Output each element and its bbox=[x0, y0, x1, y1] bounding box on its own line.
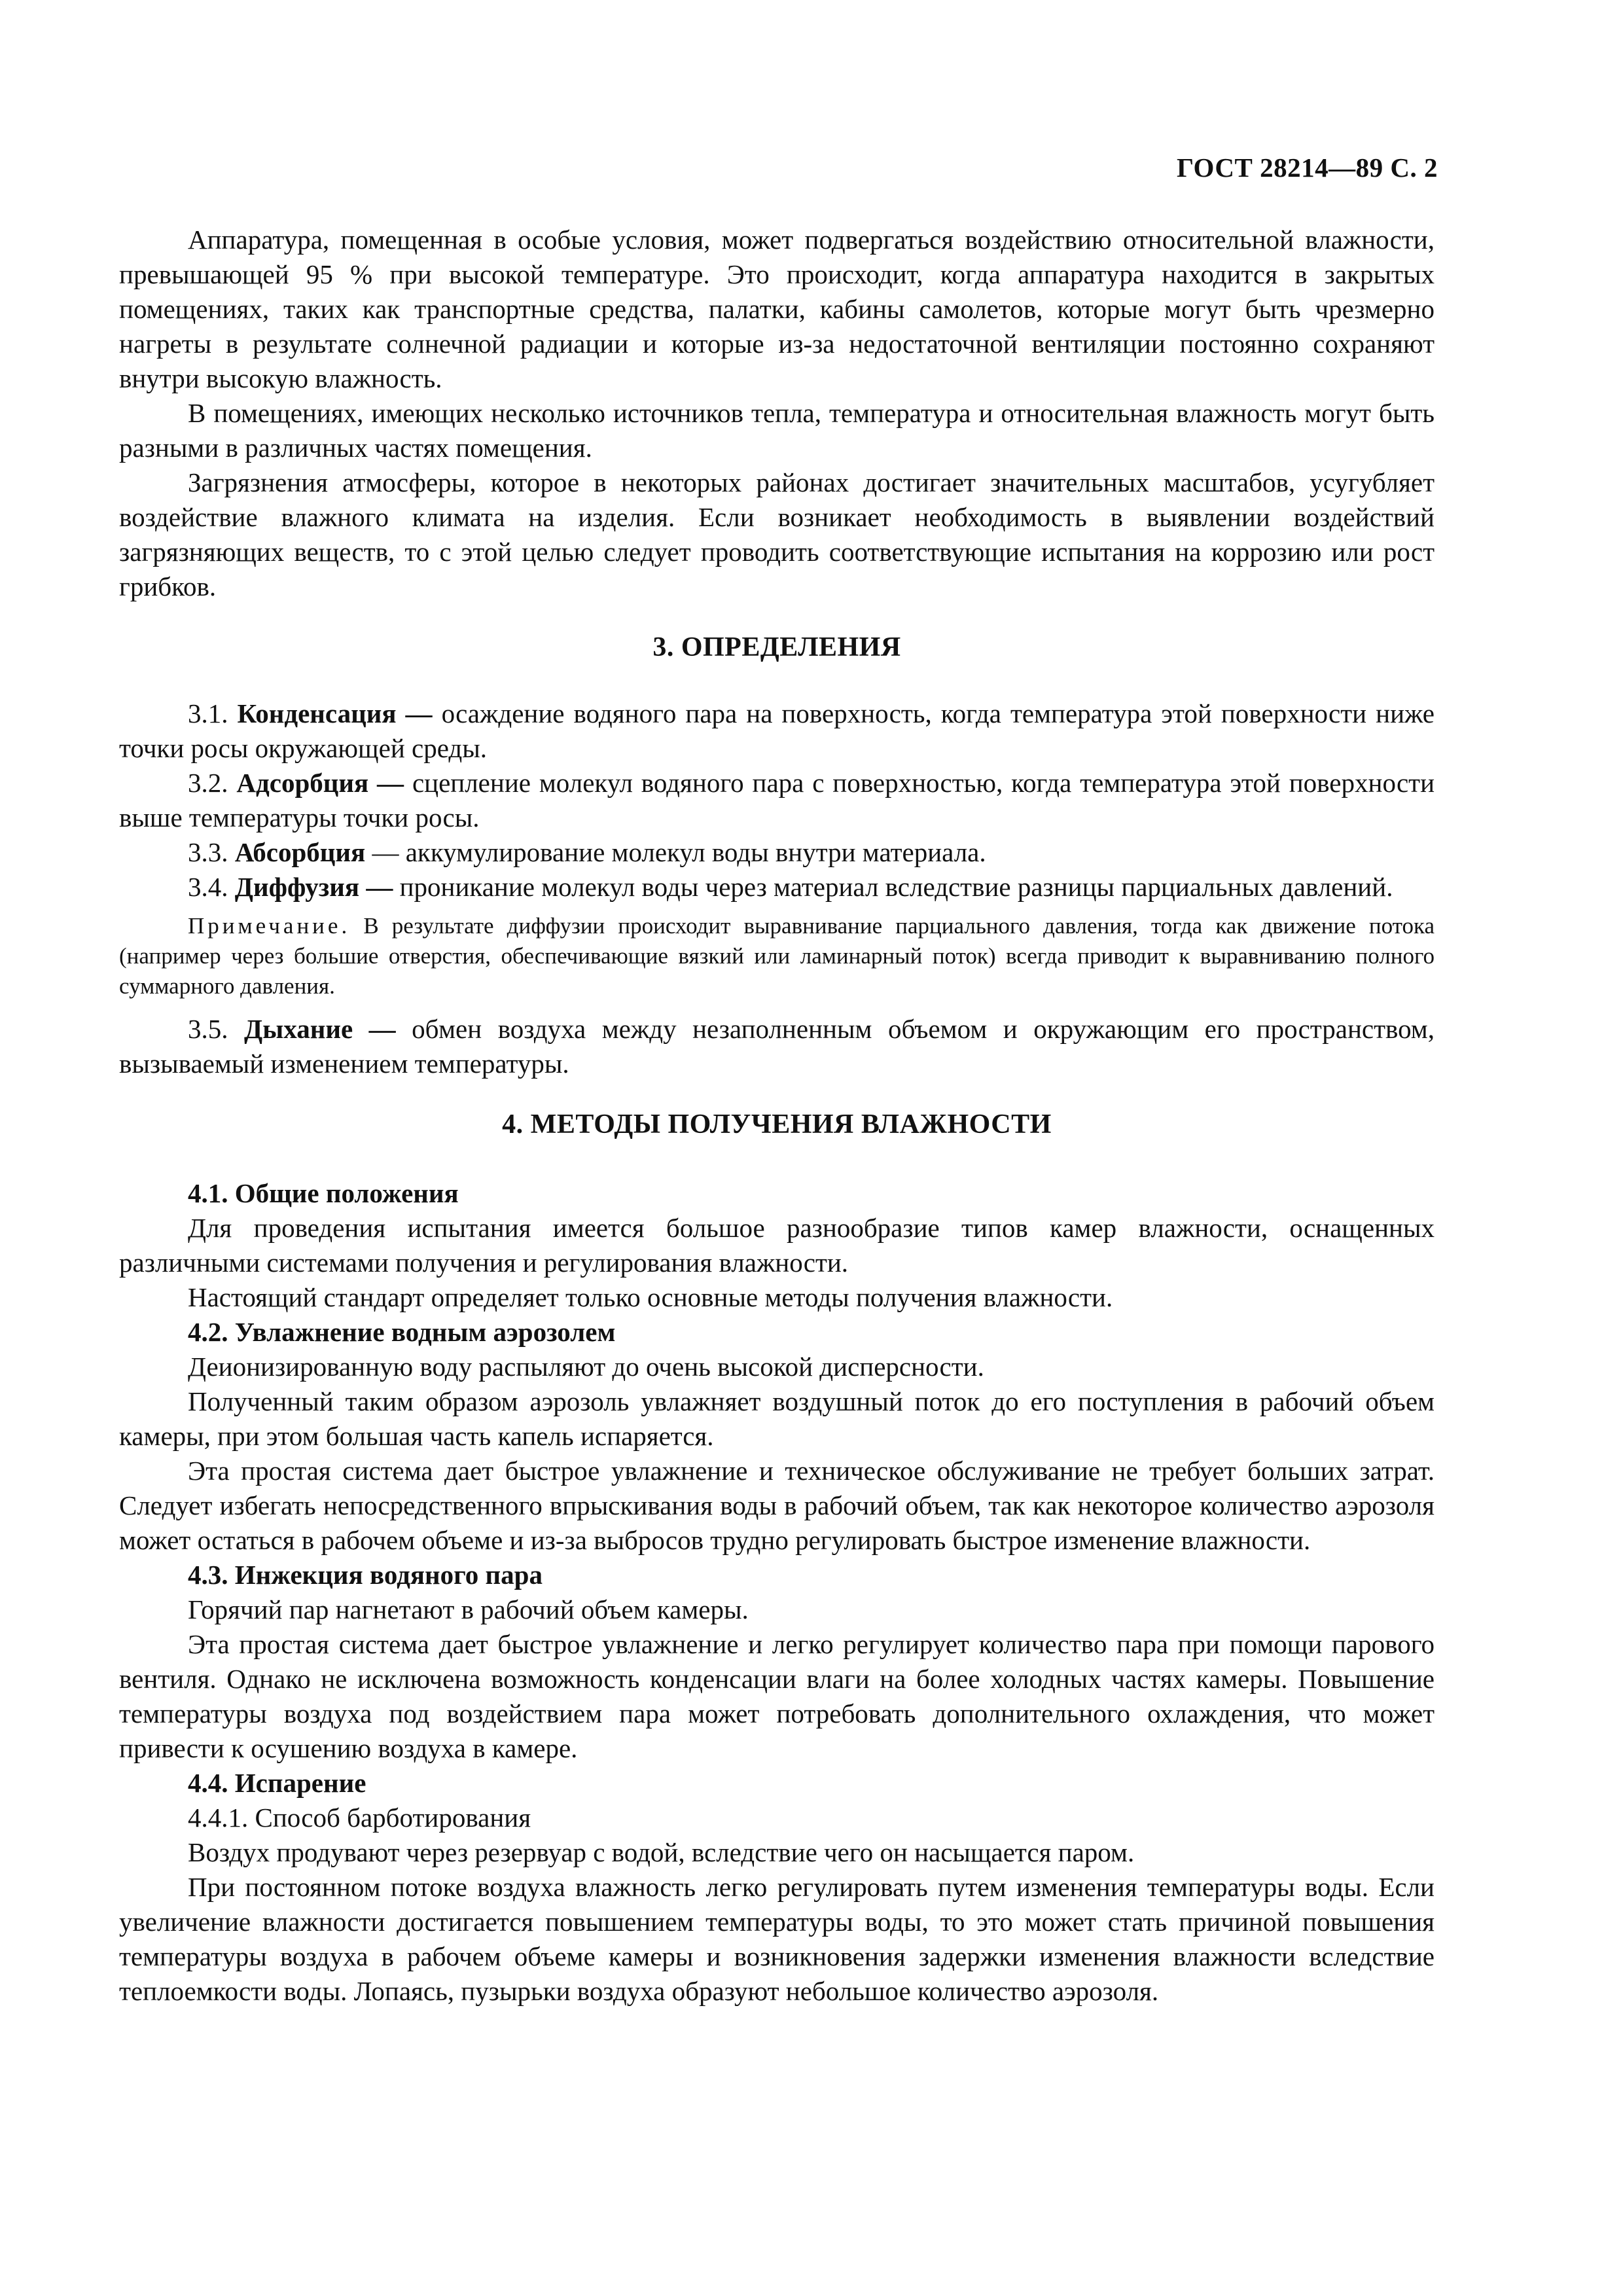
definition-number: 3.1. bbox=[188, 698, 228, 728]
intro-paragraph-3: Загрязнения атмосферы, которое в некоторых районах достигает значительных масштабов, усугубляет воздействие влажного климата на изделия. Если возникает необходимость в выявлении воздействий загрязняющих веществ, то с этой целью следует проводить соответствующие испытания на коррозию или рост грибков. bbox=[119, 467, 1435, 601]
definition-number: 3.3. bbox=[188, 837, 228, 867]
definition-term: Конденсация — bbox=[237, 698, 433, 728]
paragraph-4-3-1: Горячий пар нагнетают в рабочий объем камеры. bbox=[188, 1594, 749, 1624]
definition-text: обмен воздуха между незаполненным объемом и окружающим его пространством, вызываемый изменением температуры. bbox=[119, 1014, 1435, 1079]
intro-paragraph-1: Аппаратура, помещенная в особые условия, может подвергаться воздействию относительной влажности, превышающей 95 % при высокой температуре. Это происходит, когда аппаратура находится в закрытых помещениях, таких как транспортные средства, палатки, кабины самолетов, которые могут быть чрезмерно нагреты в результате солнечной радиации и которые из-за недостаточной вентиляции постоянно сохраняют внутри высокую влажность. bbox=[119, 224, 1435, 393]
note-text: В результате диффузии происходит выравнивание парциального давления, тогда как движение потока (например через большие отверстия, обеспечивающие вязкий или ламинарный поток) всегда приводит к выравниванию полного суммарного давления. bbox=[119, 913, 1435, 999]
definition-number: 3.4. bbox=[188, 872, 228, 902]
definition-text: сцепление молекул водяного пара с поверхностью, когда температура этой поверхности выше температуры точки росы. bbox=[119, 768, 1435, 833]
definition-term: Абсорбция bbox=[234, 837, 366, 867]
document-body bbox=[119, 223, 1435, 2009]
definition-3-4 bbox=[119, 870, 1435, 905]
note-label: Примечание. bbox=[188, 913, 351, 939]
page-header-code: ГОСТ 28214—89 С. 2 bbox=[1176, 152, 1438, 183]
subsection-4-4-1-heading: 4.4.1. Способ барботирования bbox=[188, 1803, 531, 1833]
subsection-4-2-heading: 4.2. Увлажнение водным аэрозолем bbox=[188, 1317, 616, 1347]
paragraph-4-1-2: Настоящий стандарт определяет только основные методы получения влажности. bbox=[188, 1282, 1113, 1312]
definition-3-3 bbox=[119, 835, 1435, 870]
definition-term: Диффузия — bbox=[234, 872, 393, 902]
section-3-title: 3. ОПРЕДЕЛЕНИЯ bbox=[652, 632, 901, 662]
paragraph-4-4-1: Воздух продувают через резервуар с водой, вследствие чего он насыщается паром. bbox=[188, 1837, 1135, 1867]
definition-3-2 bbox=[119, 766, 1435, 835]
paragraph-4-2-3: Эта простая система дает быстрое увлажнение и техническое обслуживание не требует больших затрат. Следует избегать непосредственного впрыскивания воды в рабочий объем, так как некоторое количество аэрозоля может остаться в рабочем объеме и из-за выбросов трудно регулировать быстрое изменение влажности. bbox=[119, 1456, 1435, 1555]
subsection-4-3-heading: 4.3. Инжекция водяного пара bbox=[188, 1560, 543, 1590]
definition-3-5 bbox=[119, 1012, 1435, 1081]
paragraph-4-4-2: При постоянном потоке воздуха влажность легко регулировать путем изменения температуры воды. Если увеличение влажности достигается повышением температуры воды, то это может стать причиной повышения температуры воздуха в рабочем объеме камеры и возникновения задержки изменения влажности вследствие теплоемкости воды. Лопаясь, пузырьки воздуха образуют небольшое количество аэрозоля. bbox=[119, 1872, 1435, 2006]
definition-text: проникание молекул воды через материал вследствие разницы парциальных давлений. bbox=[393, 872, 1393, 902]
definition-term: Адсорбция — bbox=[236, 768, 404, 798]
definition-term: Дыхание — bbox=[244, 1014, 396, 1044]
definition-3-1 bbox=[119, 696, 1435, 766]
note-paragraph bbox=[119, 911, 1435, 1001]
paragraph-4-3-2: Эта простая система дает быстрое увлажнение и легко регулирует количество пара при помощи парового вентиля. Однако не исключена возможность конденсации влаги на более холодных частях камеры. Повышение температуры воздуха под воздействием пара может потребовать дополнительного охлаждения, что может привести к осушению воздуха в камере. bbox=[119, 1629, 1435, 1763]
paragraph-4-2-1: Деионизированную воду распыляют до очень высокой дисперсности. bbox=[188, 1352, 984, 1382]
definition-text: осаждение водяного пара на поверхность, когда температура этой поверхности ниже точки росы окружающей среды. bbox=[119, 698, 1435, 763]
subsection-4-4-heading: 4.4. Испарение bbox=[188, 1768, 366, 1798]
section-4-title: 4. МЕТОДЫ ПОЛУЧЕНИЯ ВЛАЖНОСТИ bbox=[502, 1109, 1052, 1139]
subsection-4-1-heading: 4.1. Общие положения bbox=[188, 1178, 459, 1208]
definition-number: 3.5. bbox=[188, 1014, 228, 1044]
paragraph-4-1-1: Для проведения испытания имеется большое разнообразие типов камер влажности, оснащенных различными системами получения и регулирования влажности. bbox=[119, 1213, 1435, 1278]
paragraph-4-2-2: Полученный таким образом аэрозоль увлажняет воздушный поток до его поступления в рабочий объем камеры, при этом большая часть капель испаряется. bbox=[119, 1386, 1435, 1451]
definition-number: 3.2. bbox=[188, 768, 228, 798]
intro-paragraph-2: В помещениях, имеющих несколько источников тепла, температура и относительная влажность могут быть разными в различных частях помещения. bbox=[119, 398, 1435, 463]
definition-text: — аккумулирование молекул воды внутри материала. bbox=[365, 837, 986, 867]
